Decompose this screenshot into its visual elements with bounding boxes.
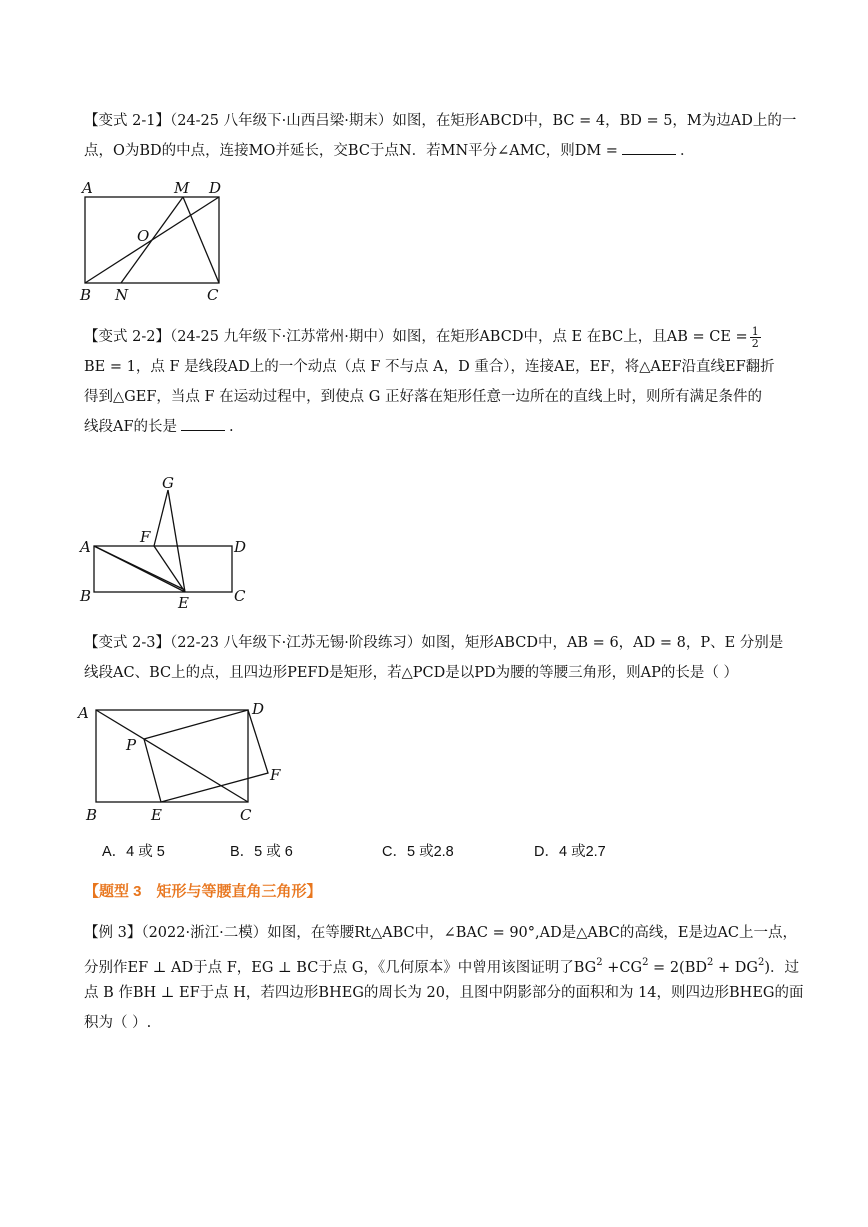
- fraction-denominator: 2: [751, 336, 759, 350]
- label-b: B: [80, 286, 92, 304]
- problem-2-3-line-2: 线段AC、BC上的点，且四边形PEFD是矩形，若△PCD是以PD为腰的等腰三角形，则AP的长是（ ）: [84, 665, 738, 681]
- problem-2-1: [84, 106, 796, 166]
- answer-choices: [102, 840, 802, 866]
- answer-blank[interactable]: [622, 140, 676, 155]
- figure-2-3: [74, 696, 294, 826]
- segment-ae-helper: [94, 546, 185, 590]
- fraction-one-half: [750, 326, 761, 349]
- label-b: B: [80, 587, 92, 605]
- exponent: 2: [642, 957, 649, 968]
- label-m: M: [174, 179, 190, 197]
- example-3-line-2-mid: +CG: [602, 960, 643, 976]
- answer-blank[interactable]: [181, 416, 225, 431]
- problem-2-2-line-4-text: 线段AF的长是: [84, 419, 178, 435]
- exponent: 2: [596, 957, 603, 968]
- example-3: [84, 918, 804, 1038]
- example-3-line-1: 【例 3】（2022·浙江·二模）如图，在等腰Rt△ABC中，∠BAC = 90°,AD是△ABC的高线，E是边AC上一点，: [84, 925, 798, 941]
- problem-2-2-line-1-text: 【变式 2-2】（24-25 九年级下·江苏常州·期中）如图，在矩形ABCD中，点 E 在BC上，且AB = CE =: [84, 329, 748, 345]
- problem-2-1-tail: ．: [679, 143, 695, 159]
- label-p: P: [126, 736, 137, 754]
- segment-mn: [121, 197, 183, 283]
- label-a: A: [80, 538, 91, 556]
- rectangle-abcd: [94, 546, 232, 592]
- choice-c[interactable]: C．5 或2.8: [382, 844, 454, 860]
- label-o: O: [137, 227, 150, 245]
- problem-2-3: [84, 628, 796, 688]
- figure-2-2: [76, 470, 256, 612]
- label-g: G: [162, 474, 174, 492]
- problem-2-2: [84, 322, 796, 442]
- example-3-line-3: 点 B 作BH ⊥ EF于点 H，若四边形BHEG的周长为 20，且图中阴影部分的面积和为 14，则四边形BHEG的面: [84, 985, 804, 1001]
- problem-2-1-line-1: 【变式 2-1】（24-25 八年级下·山西吕梁·期末）如图，在矩形ABCD中，BC = 4，BD = 5，M为边AD上的一: [84, 113, 797, 129]
- fraction-numerator: 1: [751, 324, 759, 338]
- segment-fe: [154, 546, 185, 592]
- label-c: C: [234, 587, 246, 605]
- label-n: N: [115, 286, 129, 304]
- example-3-line-2-end: )．过: [764, 960, 799, 976]
- exponent: 2: [706, 957, 714, 968]
- label-e: E: [178, 594, 189, 612]
- example-3-line-2-tail: = 2(BD: [648, 960, 707, 976]
- label-c: C: [240, 806, 252, 824]
- choice-a[interactable]: A．4 或 5: [102, 844, 165, 860]
- problem-2-2-line-2: BE = 1，点 F 是线段AD上的一个动点（点 F 不与点 A，D 重合），连接AE，EF，将△AEF沿直线EF翻折: [84, 359, 775, 375]
- problem-2-2-line-4: [84, 412, 796, 442]
- choice-b[interactable]: B．5 或 6: [230, 844, 293, 860]
- section-title: 【题型 3 矩形与等腰直角三角形】: [84, 883, 322, 900]
- choice-d[interactable]: D．4 或2.7: [534, 844, 606, 860]
- exponent: 2: [757, 957, 765, 968]
- rectangle-pefd: [144, 710, 268, 802]
- problem-2-2-tail: .: [229, 419, 234, 435]
- label-d: D: [209, 179, 222, 197]
- problem-2-1-line-2-text: 点，O为BD的中点，连接MO并延长，交BC于点N．若MN平分∠AMC，则DM =: [84, 143, 618, 159]
- example-3-line-4: 积为（ ）.: [84, 1015, 152, 1031]
- segment-mc: [183, 197, 219, 283]
- example-3-line-2-tail2: + DG: [713, 960, 758, 976]
- example-3-line-2-head: 分别作EF ⊥ AD于点 F，EG ⊥ BC于点 G，《几何原本》中曾用该图证明了BG: [84, 960, 597, 976]
- label-f: F: [270, 766, 281, 784]
- label-d: D: [252, 700, 265, 718]
- label-a: A: [82, 179, 93, 197]
- label-a: A: [78, 704, 89, 722]
- segment-fg: [154, 490, 168, 546]
- figure-2-1: [72, 176, 242, 306]
- problem-2-3-line-1: 【变式 2-3】（22-23 八年级下·江苏无锡·阶段练习）如图，矩形ABCD中，AB = 6，AD = 8，P、E 分别是: [84, 635, 784, 651]
- label-b: B: [86, 806, 98, 824]
- problem-2-1-line-2: [84, 136, 796, 166]
- problem-2-2-line-1: [84, 322, 796, 352]
- label-e: E: [151, 806, 162, 824]
- segment-ge: [168, 490, 185, 592]
- example-3-line-2: [84, 948, 799, 978]
- segment-ac: [96, 710, 248, 802]
- label-f: F: [140, 528, 151, 546]
- label-d: D: [234, 538, 247, 556]
- label-c: C: [207, 286, 219, 304]
- problem-2-2-line-3: 得到△GEF，当点 F 在运动过程中，到使点 G 正好落在矩形任意一边所在的直线上时，则所有满足条件的: [84, 389, 762, 405]
